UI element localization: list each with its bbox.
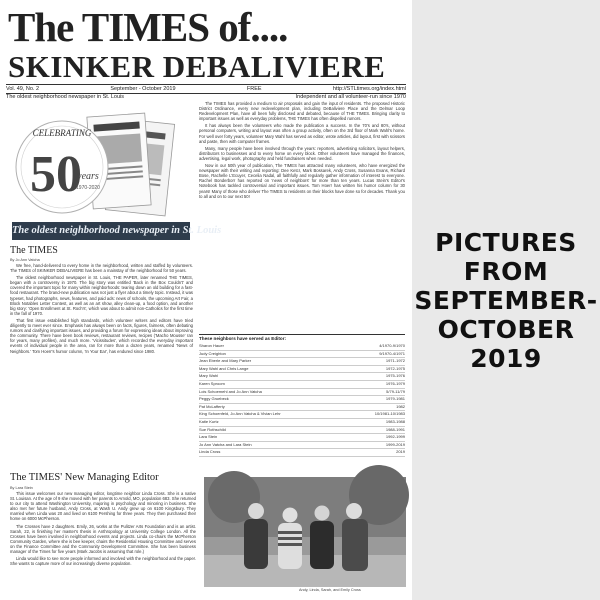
editor-name: Sharon Hauer [199, 343, 224, 348]
editor-years: 4/1970-9/1970 [379, 343, 405, 348]
masthead-title: The TIMES of.... [8, 4, 288, 50]
editor-years: 9/1970-4/1971 [379, 350, 405, 356]
editor-name: Katie Kurtz [199, 418, 219, 424]
table-row [199, 411, 405, 419]
editor-years: 2019 [396, 449, 405, 455]
table-row [199, 404, 405, 412]
editor-years: 1979-1981 [385, 396, 405, 402]
editor-years: 1999-2019 [385, 441, 405, 447]
issue-date: September - October 2019 [110, 86, 176, 92]
editor-years: 10/1981-10/1983 [374, 411, 405, 417]
editors-table-title: These neighbors have served as Editor: [199, 336, 287, 341]
issue-volume: Vol. 49, No. 2 [6, 86, 40, 92]
editor-years: 1982 [396, 403, 405, 409]
article-byline: By Lara Stein [10, 486, 33, 490]
caption-line: SEPTEMBER- [414, 285, 598, 315]
editor-name: Jean Eberle and Mary Parker [199, 358, 252, 364]
paragraph: The oldest neighborhood newspaper in St. Louis, THE PAPER, later renamed THE TIMES, began with a controversy in 1970. The big story was entitled 'Back in the Box Couldn't' and covered the important topic for many within neighborhoods: tearing down an old building for a fast-food restaurant. The brand-new publication was not just a flyer about a timely topic. Instead, it was typeset, had photographs, news, features, and paid ads: news of schools, the upcoming Art Fair, a Block Notables Letter Contest, as well as an art show, alley clean-up, a food option, and another big story: 'Open Enrollment at St. Roch's', which was about to admit non-Catholics for the first time in the fall of 1970. [10, 275, 193, 316]
editor-name: King Schoenfeld, Jo Ann Vatcha & Vivian Lehr [199, 411, 281, 417]
editor-name: Judy Creighton [199, 350, 226, 356]
badge-range: 1970-2020 [76, 185, 100, 191]
editor-years: 1975-1976 [385, 373, 405, 379]
paragraph: Linda would like to see more people informed and involved with the neighborhood and the paper. She wants to capture more of our increasingly diverse population. [10, 556, 196, 567]
article-body [10, 263, 193, 463]
table-row [199, 358, 405, 366]
pictures-caption [414, 228, 597, 373]
issue-price: FREE [246, 86, 262, 92]
table-row [199, 419, 405, 427]
paragraph: The Crosses have 2 daughters. Emily, 26, works at the Pulitzer Arts Foundation and is an artist. Sarah, 22, is finishing her master's thesis in Anthropology at University College London. All the Crosses have been involved in neighborhood events and projects. Linda co-chairs the McPherson Community Garden, where she is bee keeper, chairs the Residential Housing Committee and serves on the Finance Committee and the Community Development Committee. She has been business manager of the Times for five years (Mark Jacobs is assuming that role.) [10, 523, 196, 555]
paragraph: We free, hand-delivered to every home in the neighborhood, written and staffed by volunteers. The TIMES of SKINKER DEBALIVIERE has been a mainstay of the neighborhood for 50 years. [10, 263, 193, 274]
article-title: The TIMES' New Managing Editor [10, 472, 159, 483]
badge-number: 50 [30, 146, 82, 203]
paragraph: Many, many people have been involved through the years: reporters, advertising solicitors, layout helpers, distributors to businesses and to every home on every block. Other volunteers have managed the finances, advertising, legal work, photography and held fundraisers when needed. [199, 145, 405, 161]
article-body-continued [199, 101, 405, 331]
paragraph: That first issue established high standards, which volunteer writers and editors have tried diligently to meet ever since. Emphasis has always been on facts, figures, fairness, often debating rumors and clarifying important issues, and providing a forum for expressing ideas about improving the community. There have been book reviews, restaurant reviews, recipes ('Macho Mousse' ran for years, many profiles), and much more. 'Vicissitudes', which recorded the everyday important events of individual people in the area, ran for more than a dozen years, renamed 'News of Neighbors.' Tom Hoerr's humor column, 'In Your Ear', has endured since 1980. [10, 317, 193, 354]
masthead-subtitle: SKINKER DEBALIVIERE [8, 49, 386, 84]
editor-years: 1971-1972 [385, 358, 405, 364]
table-row [199, 343, 405, 351]
caption-line: OCTOBER [437, 314, 575, 344]
editor-years: 1976-1979 [385, 380, 405, 386]
caption-line: 2019 [470, 343, 542, 373]
paragraph: This issue welcomes our new managing editor, longtime neighbor Linda Cross. She is a native St. Louisan. At the age of 9 she moved with her parents to Arnold, MO, population 683. She returned to our city to attend Washington University, majoring in psychology and minoring in business. She also met her future husband, Andy Cross, at Wash U. Andy grew up on 6100 Kingsbury. They married when Linda was 20 and lived on 6100 Pershing for three years. They then purchased their home on 6000 McPherson. [10, 491, 196, 522]
editor-name: Mary Wahl [199, 373, 218, 379]
table-row [199, 381, 405, 389]
badge-ribbon: The oldest neighborhood newspaper in St. Louis [12, 222, 190, 240]
table-row [199, 373, 405, 381]
table-row [199, 351, 405, 359]
table-row [199, 396, 405, 404]
editor-name: Peggy Gruebeck [199, 396, 229, 402]
tagline-bar [6, 94, 406, 100]
editor-years: 1983-1988 [385, 418, 405, 424]
paragraph: It has always been the volunteers who made the publication a success. In the 70's and 80's, without personal computers, writing and layout was often a group activity, often on the 3rd floor of Mark Wahl's home. For well over forty years, volunteer Mary Wahl has served as editor, wrote articles, did layout, first with scissors and paste, then with computer frames. [199, 123, 405, 144]
masthead-rule [6, 84, 406, 85]
table-row [199, 427, 405, 435]
editor-name: Jo Ann Vatcha and Lara Stein [199, 441, 252, 447]
caption-line: PICTURES [435, 227, 577, 257]
editor-name: Pat McLafferty [199, 403, 225, 409]
editor-years: 1972-1975 [385, 365, 405, 371]
article-byline: By Jo Ann Vatcha [10, 258, 40, 262]
tagline-right: Independent and all volunteer-run since 1970 [295, 94, 406, 100]
caption-line: FROM [463, 256, 549, 286]
editor-name: Lara Stein [199, 434, 218, 440]
paragraph: The TIMES has provided a medium to air proposals and gain the input of residents. The proposed Historic District Ordinance, every new redevelopment plan, including DeBaliviere Place and the Delmar Loop Redevelopment Plan, have all been fully disclosed and debated, because of THE TIMES. Bringing clarity to important issues as well as everyday problems, THE TIMES has often dispelled rumors. [199, 101, 405, 122]
editor-name: Mary Wahl and Chris Lange [199, 365, 249, 371]
tagline-left: The oldest neighborhood newspaper in St. Louis [6, 94, 125, 100]
editor-name: Karen Sproom [199, 380, 225, 386]
table-row [199, 449, 405, 457]
table-row [199, 434, 405, 442]
table-row [199, 366, 405, 374]
side-panel [412, 0, 600, 600]
article-body [10, 491, 196, 599]
issue-info-bar [6, 86, 406, 92]
celebrating-50-years-logo [10, 101, 190, 229]
table-row [199, 389, 405, 397]
editor-years: 5/79-11/79 [386, 388, 405, 394]
badge-top-text: CELEBRATING [32, 128, 92, 138]
family-photo [204, 477, 406, 587]
editors-table [199, 334, 405, 457]
article-title: The TIMES [10, 245, 58, 256]
editor-name: Sue Rothschild [199, 426, 226, 432]
editor-name: Linda Cross [199, 449, 221, 455]
editor-years: 1988-1991 [385, 426, 405, 432]
issue-url: http://STLtimes.org/index.html [332, 86, 406, 92]
photo-caption: Andy, Linda, Sarah, and Emily Cross [299, 588, 361, 592]
paragraph: Now in our 50th year of publication, The TIMES has attracted many volunteers, who have energized the newspaper with their writing and reporting: Dee Ketcr, Mark Bossarek, Andy Cross, Susanna Evans, Richard Bose, Rachelle L'Ecuyer, Cecelia Nadal, all faithfully and regularly gather information of interest to everyone. Rachel Bonderborr has reported on 'news of neighbors' for more than ten years. Lucas Stein's Editor's Notebook has tackled controversial and important issues. Tom Hoerr has written his humor column for 30 years! Many of those who deliver The TIMES to residents on their blocks have done so for decades. Thank you to all and on to our next 50! [199, 163, 405, 199]
editor-years: 1992-1999 [385, 434, 405, 440]
badge-years: years [77, 171, 99, 182]
table-row [199, 442, 405, 450]
editor-name: Lois Schoemehl and Jo Ann Vatcha [199, 388, 262, 394]
